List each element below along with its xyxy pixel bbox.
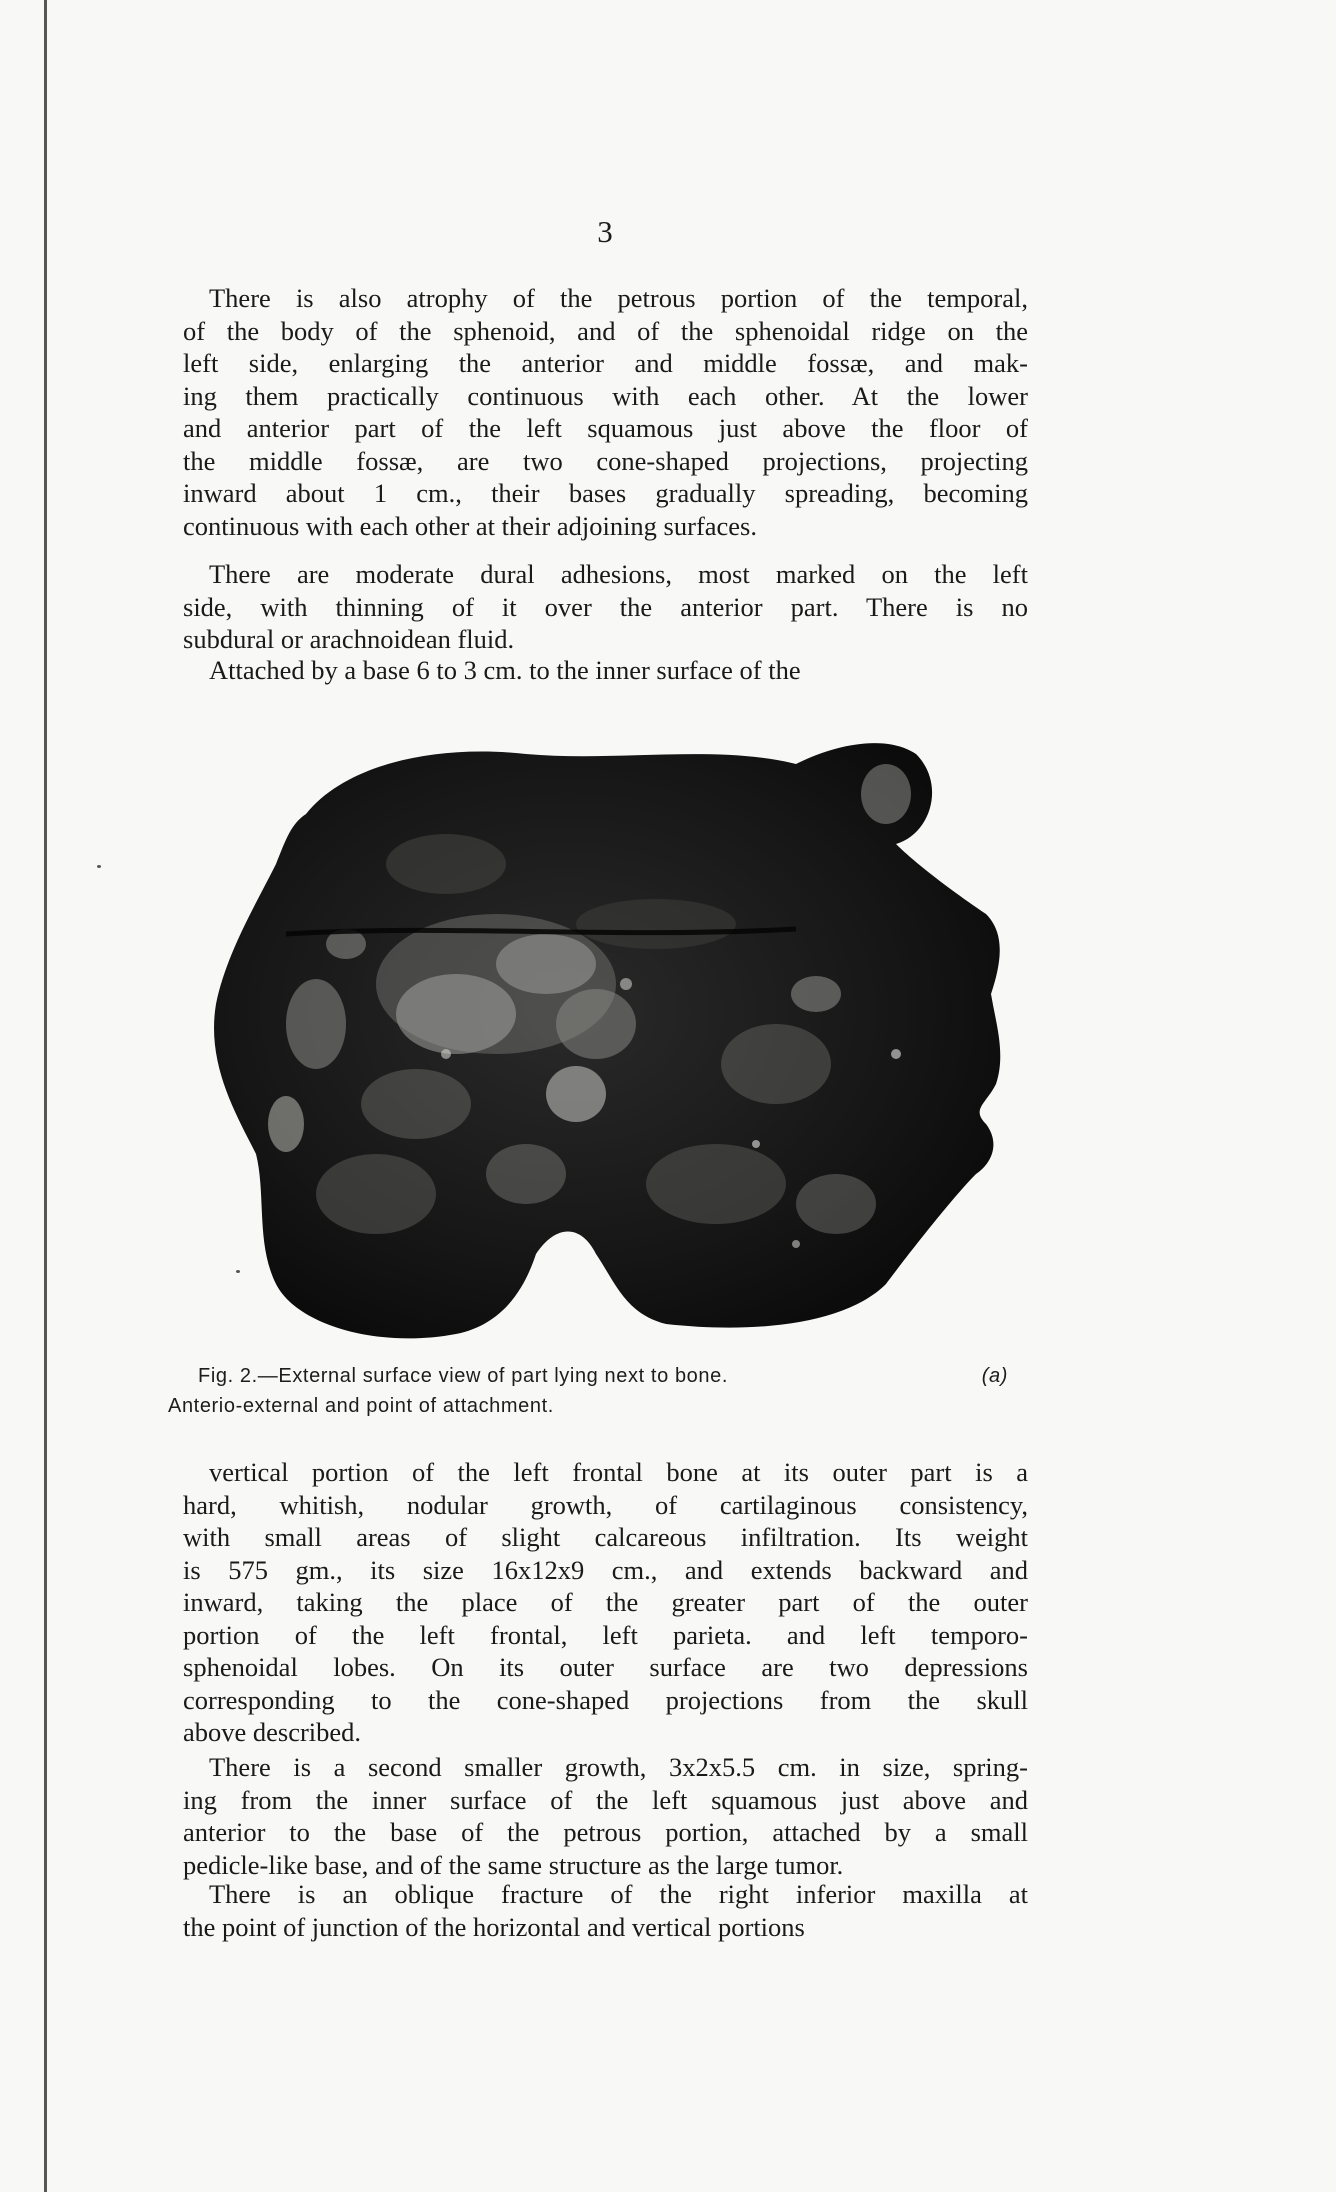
tumor-photograph-image xyxy=(196,724,1056,1354)
text-line: hard, whitish, nodular growth, of cartilaginous consistency, xyxy=(183,1489,1028,1520)
text-line: is 575 gm., its size 16x12x9 cm., and extends backward and xyxy=(183,1554,1028,1585)
text-line: subdural or arachnoidean fluid. xyxy=(183,624,515,654)
page-number: 3 xyxy=(597,214,613,249)
text-line: the middle fossæ, are two cone-shaped projections, projecting xyxy=(183,445,1028,476)
paragraph-second-growth xyxy=(183,1751,1028,1881)
text-line: inward, taking the place of the greater part of the outer xyxy=(183,1587,1028,1617)
text-line: Attached by a base 6 to 3 cm. to the inner surface of the xyxy=(209,655,801,685)
text-line: anterior to the base of the petrous portion, attached by a small xyxy=(183,1817,1028,1847)
text-line: continuous with each other at their adjoining surfaces. xyxy=(183,510,757,541)
figure-caption xyxy=(168,1361,1008,1421)
text-line: There is an oblique fracture of the right inferior maxilla at xyxy=(209,1879,1028,1909)
paragraph-growth-description xyxy=(183,1456,1028,1749)
figure-caption-line-1: Fig. 2.—External surface view of part lying next to bone. xyxy=(198,1365,729,1387)
text-line: above described. xyxy=(183,1717,362,1747)
text-line: vertical portion of the left frontal bone at its outer part is a xyxy=(209,1457,1028,1487)
figure-caption-tag: (a) xyxy=(981,1365,1008,1387)
figure-caption-line-2: Anterio-external and point of attachment. xyxy=(168,1395,554,1417)
text-line: the point of junction of the horizontal and vertical portions xyxy=(183,1911,805,1942)
text-line: There are moderate dural adhesions, most marked on the left xyxy=(209,559,1028,589)
text-line: of the body of the sphenoid, and of the sphenoidal ridge on the xyxy=(183,315,1028,346)
text-line: There is also atrophy of the petrous portion of the temporal, xyxy=(209,283,1028,313)
text-line: pedicle-like base, and of the same structure as the large tumor. xyxy=(183,1849,844,1880)
paragraph-attachment xyxy=(183,654,1028,687)
text-line: inward about 1 cm., their bases gradually spreading, becoming xyxy=(183,478,1028,508)
text-line: sphenoidal lobes. On its outer surface are two depressions xyxy=(183,1652,1028,1682)
text-line: side, with thinning of it over the anterior part. There is no xyxy=(183,591,1028,622)
text-line: corresponding to the cone-shaped projections from the skull xyxy=(183,1684,1028,1715)
text-line: ing them practically continuous with each other. At the lower xyxy=(183,380,1028,411)
text-line: and anterior part of the left squamous just above the floor of xyxy=(183,413,1028,443)
paragraph-atrophy xyxy=(183,282,1028,542)
paragraph-fracture xyxy=(183,1878,1028,1943)
page-binding-edge xyxy=(44,0,47,2192)
paper-speck xyxy=(97,865,101,868)
text-line: with small areas of slight calcareous infiltration. Its weight xyxy=(183,1522,1028,1552)
text-line: left side, enlarging the anterior and middle fossæ, and mak- xyxy=(183,348,1028,378)
tumor-photograph xyxy=(196,724,1056,1354)
text-line: ing from the inner surface of the left squamous just above and xyxy=(183,1784,1028,1815)
text-line: There is a second smaller growth, 3x2x5.5 cm. in size, spring- xyxy=(209,1752,1028,1782)
paper-speck xyxy=(236,1270,240,1273)
paragraph-dural-adhesions xyxy=(183,558,1028,656)
text-line: portion of the left frontal, left parieta. and left temporo- xyxy=(183,1619,1028,1650)
